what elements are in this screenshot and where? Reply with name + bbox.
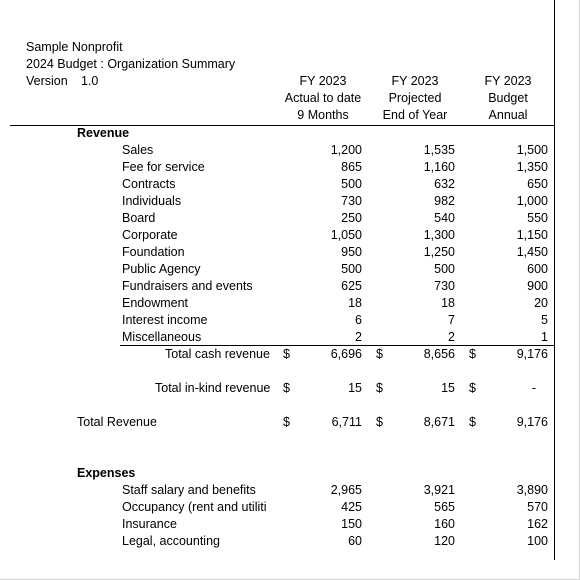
row-value-col1: 2 [355, 330, 362, 344]
row-value-col2: 3,921 [423, 483, 455, 497]
row-value-col1: 18 [348, 296, 362, 310]
row-value-col3: 100 [527, 534, 548, 548]
row-value-col3: 570 [527, 500, 548, 514]
row-value-col2: 1,250 [423, 245, 455, 259]
row-label: Sales [122, 143, 154, 157]
row-value-col2: 565 [434, 500, 455, 514]
version-value: 1.0 [81, 74, 99, 88]
row-value-col3: 162 [527, 517, 548, 531]
row-value-col2: 632 [434, 177, 455, 191]
table-right-border [554, 0, 555, 560]
currency-symbol: $ [376, 381, 383, 395]
row-label: Miscellaneous [122, 330, 202, 344]
total-inkind-revenue-label: Total in-kind revenue [155, 381, 271, 395]
row-value-col3: 3,890 [516, 483, 548, 497]
total-cash-revenue-label: Total cash revenue [165, 347, 270, 361]
row-value-col2: 2 [448, 330, 455, 344]
col2-header-line3: End of Year [382, 108, 448, 122]
row-value-col3: - [531, 381, 536, 395]
row-value-col3: 1,150 [516, 228, 548, 242]
row-value-col2: 160 [434, 517, 455, 531]
row-value-col3: 600 [527, 262, 548, 276]
row-value-col3: 1,450 [516, 245, 548, 259]
row-label: Occupancy (rent and utiliti [122, 500, 267, 514]
row-value-col3: 1,350 [516, 160, 548, 174]
col3-header-line3: Annual [488, 108, 528, 122]
row-value-col1: 150 [341, 517, 362, 531]
row-value-col3: 9,176 [516, 415, 548, 429]
col3-header-line2: Budget [488, 91, 528, 105]
row-value-col1: 6 [355, 313, 362, 327]
document-title: 2024 Budget : Organization Summary [26, 57, 236, 71]
row-value-col3: 1,000 [516, 194, 548, 208]
org-name: Sample Nonprofit [26, 40, 123, 54]
row-value-col1: 1,050 [330, 228, 362, 242]
col1-header-line3: 9 Months [297, 108, 349, 122]
currency-symbol: $ [283, 381, 290, 395]
row-value-col1: 500 [341, 262, 362, 276]
row-value-col1: 730 [341, 194, 362, 208]
currency-symbol: $ [283, 347, 290, 361]
row-value-col3: 5 [541, 313, 548, 327]
row-label: Legal, accounting [122, 534, 220, 548]
row-value-col1: 625 [341, 279, 362, 293]
row-value-col1: 950 [341, 245, 362, 259]
row-value-col3: 20 [534, 296, 548, 310]
row-value-col3: 650 [527, 177, 548, 191]
currency-symbol: $ [376, 347, 383, 361]
row-value-col2: 18 [441, 296, 455, 310]
row-label: Individuals [122, 194, 182, 208]
currency-symbol: $ [376, 415, 383, 429]
row-value-col3: 900 [527, 279, 548, 293]
row-label: Fee for service [122, 160, 205, 174]
row-value-col2: 8,656 [423, 347, 455, 361]
row-value-col3: 1 [541, 330, 548, 344]
row-value-col2: 1,300 [423, 228, 455, 242]
row-label: Public Agency [122, 262, 201, 276]
row-value-col2: 500 [434, 262, 455, 276]
row-label: Corporate [122, 228, 178, 242]
currency-symbol: $ [469, 415, 476, 429]
row-label: Staff salary and benefits [122, 483, 256, 497]
row-value-col1: 1,200 [330, 143, 362, 157]
row-value-col3: 550 [527, 211, 548, 225]
row-value-col2: 982 [434, 194, 455, 208]
revenue-heading: Revenue [77, 126, 130, 140]
currency-symbol: $ [283, 415, 290, 429]
row-label: Fundraisers and events [122, 279, 253, 293]
row-value-col1: 2,965 [330, 483, 362, 497]
row-label: Board [122, 211, 156, 225]
row-value-col1: 60 [348, 534, 362, 548]
row-value-col1: 425 [341, 500, 362, 514]
expenses-heading: Expenses [77, 466, 136, 480]
currency-symbol: $ [469, 347, 476, 361]
row-value-col2: 1,535 [423, 143, 455, 157]
col2-header-line2: Projected [388, 91, 442, 105]
row-value-col1: 6,696 [330, 347, 362, 361]
row-value-col1: 500 [341, 177, 362, 191]
row-value-col1: 15 [348, 381, 362, 395]
row-value-col2: 7 [448, 313, 455, 327]
row-value-col2: 1,160 [423, 160, 455, 174]
col1-header-line2: Actual to date [284, 91, 362, 105]
row-value-col2: 540 [434, 211, 455, 225]
row-label: Insurance [122, 517, 177, 531]
row-label: Contracts [122, 177, 176, 191]
total-revenue-label: Total Revenue [77, 415, 157, 429]
row-value-col1: 6,711 [331, 415, 362, 429]
row-label: Endowment [122, 296, 189, 310]
col2-header-line1: FY 2023 [391, 74, 439, 88]
row-value-col3: 9,176 [516, 347, 548, 361]
row-value-col1: 250 [341, 211, 362, 225]
currency-symbol: $ [469, 381, 476, 395]
version-label: Version [26, 74, 68, 88]
row-value-col3: 1,500 [516, 143, 548, 157]
col3-header-line1: FY 2023 [484, 74, 532, 88]
row-value-col1: 865 [341, 160, 362, 174]
row-value-col2: 8,671 [423, 415, 455, 429]
row-value-col2: 120 [434, 534, 455, 548]
row-label: Foundation [122, 245, 185, 259]
col1-header-line1: FY 2023 [299, 74, 347, 88]
row-label: Interest income [122, 313, 208, 327]
row-value-col2: 730 [434, 279, 455, 293]
row-value-col2: 15 [441, 381, 455, 395]
